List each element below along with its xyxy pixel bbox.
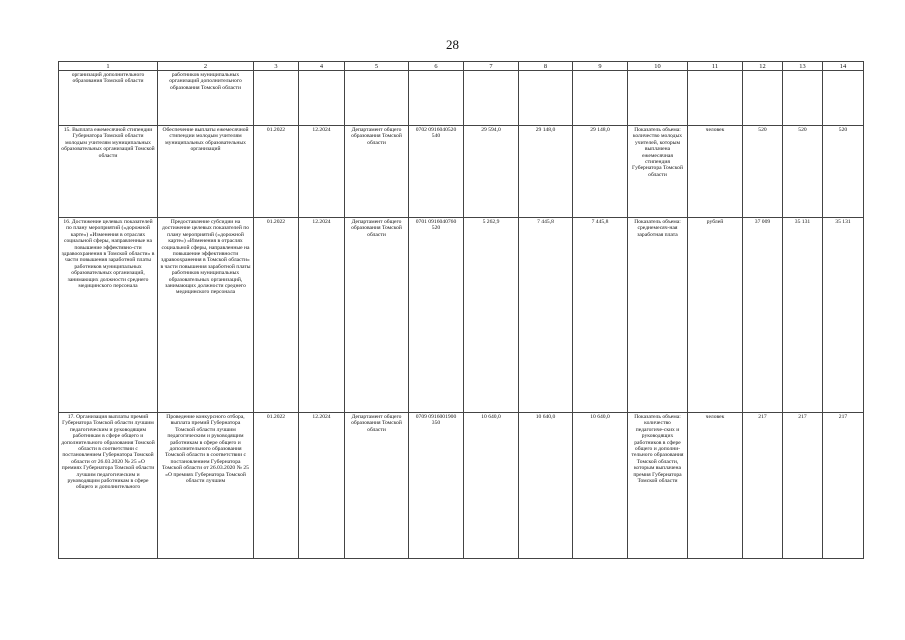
table-cell-col-10 bbox=[628, 126, 688, 218]
table-cell-col-7 bbox=[464, 71, 519, 126]
cell-text: 37 009 bbox=[754, 219, 771, 225]
table-cell-col-11 bbox=[688, 126, 743, 218]
cell-text: рублей bbox=[706, 219, 724, 225]
cell-text: 5 262,9 bbox=[482, 219, 500, 225]
table-row bbox=[59, 126, 864, 218]
cell-text: 16. Достижение целевых показателей по плану мероприятий («дорожной карте») «Изменения в отраслях социальной сферы, направленные на повышение эффективно-сти здравоохранения в Томской области» в части повышения заработной платы работников муниципальных образовательных организаций, занимающих должности среднего медицинского персонала bbox=[61, 219, 155, 290]
cell-text: Департамент общего образования Томской области bbox=[351, 127, 402, 146]
cell-text: Обеспечение выплаты ежемесячной стипендии молодым учителям муниципальных образовательных организаций bbox=[162, 127, 249, 153]
table-cell-col-12 bbox=[743, 71, 783, 126]
cell-text: 7 445,8 bbox=[537, 219, 554, 225]
table-cell-col-7 bbox=[464, 218, 519, 413]
table-cell-col-13 bbox=[783, 413, 823, 559]
column-number-9: 9 bbox=[573, 62, 628, 71]
cell-text: 0701 0916040760 520 bbox=[415, 219, 457, 232]
cell-text: 0709 0916001900 350 bbox=[415, 414, 457, 427]
table-cell-col-7 bbox=[464, 413, 519, 559]
cell-text: 520 bbox=[838, 127, 848, 133]
table-cell-col-3 bbox=[254, 71, 299, 126]
table-cell-col-9 bbox=[573, 218, 628, 413]
table-cell-col-8 bbox=[519, 126, 573, 218]
table-cell-col-1 bbox=[59, 71, 158, 126]
table-cell-col-6 bbox=[409, 126, 464, 218]
table-cell-col-12 bbox=[743, 126, 783, 218]
table-cell-col-11 bbox=[688, 218, 743, 413]
table-cell-col-9 bbox=[573, 126, 628, 218]
cell-text: 29 594,0 bbox=[481, 127, 501, 133]
table-cell-col-5 bbox=[345, 413, 409, 559]
table-cell-col-10 bbox=[628, 218, 688, 413]
column-number-6: 6 bbox=[409, 62, 464, 71]
table-cell-col-2 bbox=[158, 126, 254, 218]
cell-text: 01.2022 bbox=[266, 127, 286, 133]
table-row bbox=[59, 71, 864, 126]
table-cell-col-9 bbox=[573, 71, 628, 126]
table-cell-col-3 bbox=[254, 126, 299, 218]
table-cell-col-12 bbox=[743, 218, 783, 413]
table-cell-col-4 bbox=[299, 218, 345, 413]
cell-text: 0702 0916040520 540 bbox=[415, 127, 457, 140]
column-number-8: 8 bbox=[519, 62, 573, 71]
column-number-1: 1 bbox=[59, 62, 158, 71]
cell-text: 35 131 bbox=[794, 219, 811, 225]
column-number-13: 13 bbox=[783, 62, 823, 71]
cell-text: 217 bbox=[838, 414, 848, 420]
table-cell-col-11 bbox=[688, 71, 743, 126]
cell-text: 15. Выплата ежемесячной стипендии Губернатора Томской области молодым учителям муниципальных образовательных организаций Томской области bbox=[61, 127, 155, 159]
cell-text: человек bbox=[705, 127, 725, 133]
table-cell-col-10 bbox=[628, 413, 688, 559]
table-cell-col-6 bbox=[409, 71, 464, 126]
table-cell-col-8 bbox=[519, 71, 573, 126]
table-cell-col-13 bbox=[783, 218, 823, 413]
table-cell-col-6 bbox=[409, 218, 464, 413]
column-number-14: 14 bbox=[823, 62, 864, 71]
table-cell-col-12 bbox=[743, 413, 783, 559]
page-number: 28 bbox=[446, 37, 459, 52]
table-cell-col-9 bbox=[573, 413, 628, 559]
table-cell-col-3 bbox=[254, 413, 299, 559]
cell-text: 217 bbox=[758, 414, 767, 420]
cell-text: Показатель объема: количество педагогиче-ских и руководящих работников в сфере общего и дополни-тельного образования Томской области, которым выплачена премия Губернатора Томской области bbox=[631, 414, 684, 485]
column-number-10: 10 bbox=[628, 62, 688, 71]
table-cell-col-3 bbox=[254, 218, 299, 413]
cell-text: Показатель объема: среднемесяч-ная заработная плата bbox=[634, 219, 681, 238]
cell-text: 35 131 bbox=[835, 219, 851, 225]
table-cell-col-2 bbox=[158, 218, 254, 413]
table-cell-col-5 bbox=[345, 218, 409, 413]
cell-text: 7 445,8 bbox=[591, 219, 609, 225]
cell-text: 520 bbox=[798, 127, 807, 133]
table-cell-col-2 bbox=[158, 413, 254, 559]
table-cell-col-6 bbox=[409, 413, 464, 559]
table-cell-col-4 bbox=[299, 71, 345, 126]
column-number-12: 12 bbox=[743, 62, 783, 71]
table-cell-col-11 bbox=[688, 413, 743, 559]
cell-text: 217 bbox=[798, 414, 807, 420]
table-row bbox=[59, 218, 864, 413]
table-cell-col-2 bbox=[158, 71, 254, 126]
table-cell-col-5 bbox=[345, 71, 409, 126]
table-cell-col-5 bbox=[345, 126, 409, 218]
cell-text: организаций дополнительного образования Томской области bbox=[71, 72, 145, 85]
table-cell-col-8 bbox=[519, 413, 573, 559]
table-cell-col-1 bbox=[59, 413, 158, 559]
cell-text: 29 148,0 bbox=[590, 127, 610, 133]
cell-text: Проведение конкурсного отбора, выплата премий Губернатора Томской области лучшим педагогическим и руководящим работникам в сфере общего и дополнительного образования Томской области в соответствии с постановлением Губернатора Томской области от 26.03.2020 № 25 «О премиях Губернатора Томской области лучшим bbox=[162, 414, 249, 485]
cell-text: 01.2022 bbox=[266, 414, 286, 420]
cell-text: 12.2024 bbox=[312, 219, 331, 225]
column-number-5: 5 bbox=[345, 62, 409, 71]
cell-text: 10 640,0 bbox=[590, 414, 610, 420]
cell-text: 01.2022 bbox=[266, 219, 286, 225]
table-cell-col-8 bbox=[519, 218, 573, 413]
cell-text: человек bbox=[705, 414, 725, 420]
cell-text: Департамент общего образования Томской области bbox=[351, 219, 402, 238]
table-cell-col-1 bbox=[59, 218, 158, 413]
cell-text: 10 640,0 bbox=[535, 414, 556, 420]
programme-table bbox=[58, 61, 864, 559]
table-cell-col-1 bbox=[59, 126, 158, 218]
table-cell-col-14 bbox=[823, 218, 864, 413]
table-cell-col-4 bbox=[299, 126, 345, 218]
column-number-7: 7 bbox=[464, 62, 519, 71]
table-cell-col-14 bbox=[823, 126, 864, 218]
column-number-11: 11 bbox=[688, 62, 743, 71]
column-number-4: 4 bbox=[299, 62, 345, 71]
table-row bbox=[59, 413, 864, 559]
cell-text: работников муниципальных организаций дополнительного образования Томской области bbox=[169, 72, 242, 91]
cell-text: 12.2024 bbox=[312, 414, 331, 420]
cell-text: 12.2024 bbox=[312, 127, 331, 133]
cell-text: 520 bbox=[758, 127, 767, 133]
cell-text: Департамент общего образования Томской области bbox=[351, 414, 402, 433]
column-number-2: 2 bbox=[158, 62, 254, 71]
table-cell-col-10 bbox=[628, 71, 688, 126]
cell-text: 10 640,0 bbox=[481, 414, 501, 420]
cell-text: Предоставление субсидии на достижение целевых показателей по плану мероприятий («дорожной карте») «Изменения в отраслях социальной сферы, направленные на повышение эффективности здравоохранения в Томской области» в части повышения заработной платы работников муниципальных образовательных организаций, занимающих должности среднего медицинского персонала bbox=[160, 219, 251, 296]
cell-text: 17. Организация выплаты премий Губернатора Томской области лучшим педагогическим и руководящим работникам в сфере общего и дополнительного образования Томской области в соответствии с постановлением Губернатора Томской области от 26.03.2020 № 25 «О премиях Губернатора Томской области лучшим педагогическим и руководящим работникам в сфере общего и дополнительного bbox=[61, 414, 155, 491]
table-cell-col-14 bbox=[823, 413, 864, 559]
cell-text: 29 148,0 bbox=[535, 127, 556, 133]
table-cell-col-4 bbox=[299, 413, 345, 559]
cell-text: Показатель объема: количество молодых учителей, которым выплачена ежемесячная стипендия Губернатора Томской области bbox=[632, 127, 683, 178]
column-number-3: 3 bbox=[254, 62, 299, 71]
table-cell-col-7 bbox=[464, 126, 519, 218]
column-number-row bbox=[59, 62, 864, 71]
table-cell-col-13 bbox=[783, 126, 823, 218]
table-cell-col-14 bbox=[823, 71, 864, 126]
table-cell-col-13 bbox=[783, 71, 823, 126]
